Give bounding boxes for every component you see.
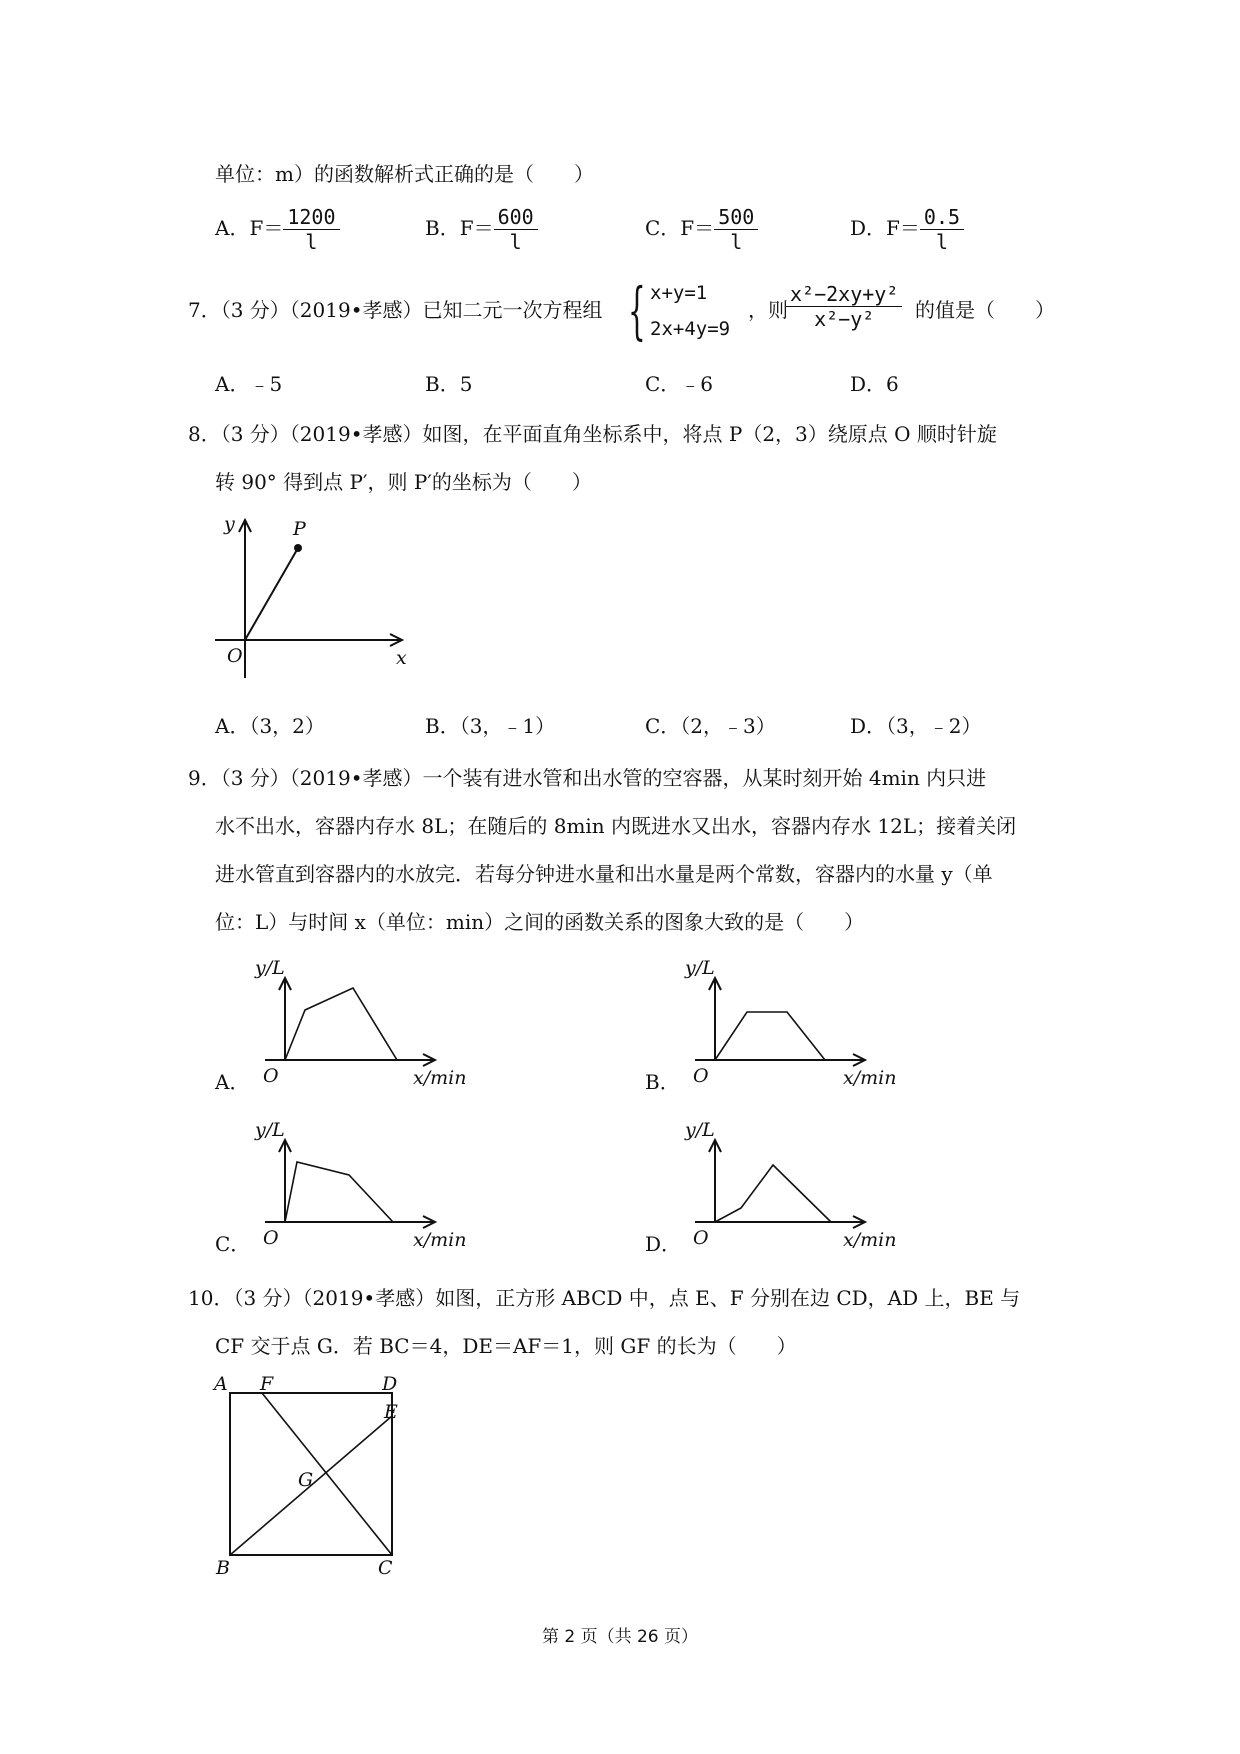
graph-line xyxy=(285,1162,393,1222)
q9-line-3: 进水管直到容器内的水放完．若每分钟进水量和出水量是两个常数，容器内的水量 y（单 xyxy=(215,862,993,886)
q6-option-a[interactable] xyxy=(215,205,340,254)
q7-prefix: 7．（3 分）（2019•孝感）已知二元一次方程组 xyxy=(188,298,603,322)
svg-text:C: C xyxy=(378,1557,393,1579)
q9-line-1: 9．（3 分）（2019•孝感）一个装有进水管和出水管的空容器，从某时刻开始 4min 内只进 xyxy=(188,766,987,790)
q7-option-d[interactable]: D．6 xyxy=(850,372,899,396)
q9-option-d[interactable]: D． xyxy=(645,1232,682,1256)
point-p-label: P xyxy=(293,518,306,540)
q8-line-1: 8．（3 分）（2019•孝感）如图，在平面直角坐标系中，将点 P（2，3）绕原点 O 顺时针旋 xyxy=(188,422,997,446)
q8-option-a[interactable]: A．（3，2） xyxy=(215,714,325,738)
svg-text:y/L: y/L xyxy=(255,1119,285,1141)
svg-text:A: A xyxy=(214,1373,228,1395)
q7-option-a[interactable]: A．﹣5 xyxy=(215,372,283,396)
q9-option-c[interactable]: C． xyxy=(215,1232,251,1256)
segment-op xyxy=(245,548,298,640)
fraction: $\frac{500}{l}$ xyxy=(714,205,758,254)
svg-text:B: B xyxy=(216,1557,230,1579)
svg-text:y/L: y/L xyxy=(685,1119,715,1141)
q7-equation-2: 2x+4y=9 xyxy=(650,318,731,340)
q8-line-2: 转 90° 得到点 P′，则 P′的坐标为（ ） xyxy=(215,470,592,494)
q9-graph-d xyxy=(675,1112,905,1252)
q6-text: 单位：m）的函数解析式正确的是（ ） xyxy=(215,162,594,186)
svg-text:x/min: x/min xyxy=(843,1067,897,1089)
q8-coordinate-figure xyxy=(210,510,410,690)
svg-text:y/L: y/L xyxy=(685,957,715,979)
q9-graph-b xyxy=(675,950,905,1090)
q6-option-c[interactable] xyxy=(645,205,758,254)
svg-text:D: D xyxy=(382,1373,398,1395)
svg-text:O: O xyxy=(263,1227,279,1249)
q7-suffix: 的值是（ ） xyxy=(915,298,1055,322)
option-label: D．F＝ xyxy=(850,216,920,240)
svg-text:y/L: y/L xyxy=(255,957,285,979)
svg-text:O: O xyxy=(693,1065,709,1087)
q8-option-d[interactable]: D．（3，﹣2） xyxy=(850,714,982,738)
svg-text:O: O xyxy=(693,1227,709,1249)
system-brace: { xyxy=(628,274,646,347)
q7-option-b[interactable]: B．5 xyxy=(425,372,473,396)
q10-line-2: CF 交于点 G．若 BC＝4，DE＝AF＝1，则 GF 的长为（ ） xyxy=(215,1334,797,1358)
q9-graph-c xyxy=(245,1112,475,1252)
q7-fraction: $\frac{\text{x²−2xy+y²}}{\text{x²−y²}}$ xyxy=(786,282,902,331)
svg-text:E: E xyxy=(384,1401,398,1423)
q6-option-b[interactable] xyxy=(425,205,538,254)
q9-option-a[interactable]: A． xyxy=(215,1070,250,1094)
option-label: A．F＝ xyxy=(215,216,284,240)
option-label: C．F＝ xyxy=(645,216,715,240)
q9-graph-a xyxy=(245,950,475,1090)
q10-line-1: 10．（3 分）（2019•孝感）如图，正方形 ABCD 中，点 E、F 分别在边 CD，AD 上，BE 与 xyxy=(188,1286,1021,1310)
q7-equation-1: x+y=1 xyxy=(650,282,708,304)
q9-line-4: 位：L）与时间 x（单位：min）之间的函数关系的图象大致的是（ ） xyxy=(215,910,865,934)
graph-line xyxy=(715,1012,825,1060)
svg-text:x/min: x/min xyxy=(413,1067,467,1089)
graph-line xyxy=(285,988,397,1060)
y-axis-label: y xyxy=(224,513,235,535)
q7-option-c[interactable]: C．﹣6 xyxy=(645,372,714,396)
page-footer: 第 2 页（共 26 页） xyxy=(541,1627,699,1647)
graph-line xyxy=(715,1165,831,1222)
option-label: B．F＝ xyxy=(425,216,494,240)
q9-line-2: 水不出水，容器内存水 8L；在随后的 8min 内既进水又出水，容器内存水 12L；接着关闭 xyxy=(215,814,1017,838)
fraction: $\frac{600}{l}$ xyxy=(494,205,538,254)
q6-option-d[interactable] xyxy=(850,205,964,254)
svg-text:F: F xyxy=(260,1373,274,1395)
svg-text:x/min: x/min xyxy=(843,1229,897,1251)
fraction: $\frac{0.5}{l}$ xyxy=(920,205,964,254)
svg-text:G: G xyxy=(298,1469,314,1491)
q7-mid: ，则 xyxy=(748,298,788,322)
svg-text:x/min: x/min xyxy=(413,1229,467,1251)
point-p xyxy=(294,544,302,552)
svg-text:O: O xyxy=(263,1065,279,1087)
q8-option-b[interactable]: B．（3，﹣1） xyxy=(425,714,556,738)
q9-option-b[interactable]: B． xyxy=(645,1070,680,1094)
fraction: $\frac{1200}{l}$ xyxy=(283,205,339,254)
q10-square-figure xyxy=(210,1373,430,1579)
segment-cf xyxy=(262,1393,392,1555)
q8-option-c[interactable]: C．（2，﹣3） xyxy=(645,714,776,738)
x-axis-label: x xyxy=(396,647,407,669)
origin-label: O xyxy=(227,645,243,667)
